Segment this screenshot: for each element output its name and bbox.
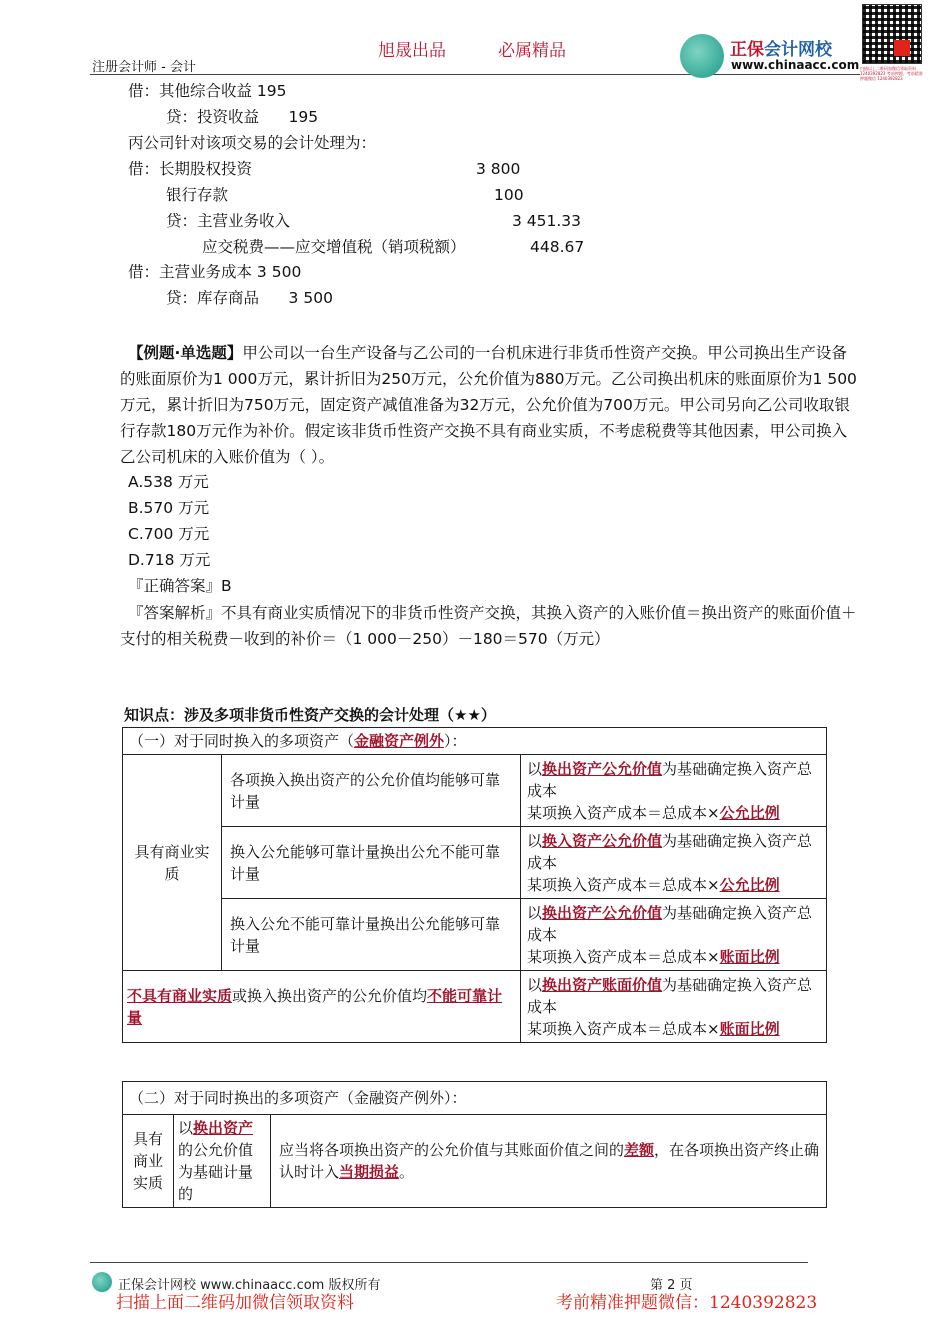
option-a: A.538 万元: [128, 473, 209, 491]
header-slogan: [378, 36, 618, 61]
journal-line-1: 借：其他综合收益 195: [128, 82, 287, 100]
knowledge-point-title: 知识点：涉及多项非货币性资产交换的会计处理（★★）: [124, 706, 496, 724]
question-body: 甲公司以一台生产设备与乙公司的一台机床进行非货币性资产交换。甲公司换出生产设备的账面原价为1 000万元，累计折旧为250万元，公允价值为880万元。乙公司换出机床的账面原价为1 500万元，累计折旧为750万元，固定资产减值准备为32万元，公允价值为700万元。甲公司另向乙公司收取银行存款180万元作为补价。假定该非货币性资产交换不具有商业实质，不考虑税费等其他因素，甲公司换入乙公司机床的入账价值为（ ）。: [120, 344, 857, 466]
footer-copyright: 正保会计网校 www.chinaacc.com 版权所有: [118, 1278, 381, 1293]
table-multiple-assets-given: [122, 1081, 827, 1208]
table-row: [123, 755, 827, 827]
table-row: [123, 899, 827, 971]
journal-line-7-account: 应交税费——应交增值税（销项税额）: [202, 238, 466, 256]
table2-group-label: 具有商业实质: [123, 1115, 174, 1208]
desc-mid: ，在各项换出资产终止确认时计入: [279, 1141, 820, 1181]
journal-line-4-amount: 3 800: [476, 160, 521, 178]
brand-url: www.chinaacc.com: [731, 58, 860, 72]
qr-badge-icon: [894, 40, 910, 56]
journal-line-9: 贷：库存商品 3 500: [166, 289, 333, 307]
option-c: C.700 万元: [128, 525, 210, 543]
answer-analysis: 『答案解析』不具有商业实质情况下的非货币性资产交换，其换入资产的入账价值＝换出资产的账面价值＋支付的相关税费－收到的补价＝（1 000－250）－180＝570（万元）: [120, 604, 857, 648]
brand-name: [730, 35, 832, 60]
cond4-highlight-1: 不具有商业实质: [127, 986, 233, 1005]
table1-cond-2: 换入公允能够可靠计量换出公允不能可靠计量: [222, 827, 521, 899]
table1-cond-4: [123, 971, 521, 1043]
rule1-pre: 以: [527, 759, 543, 778]
rule3-ratio: 账面比例: [719, 947, 780, 966]
table-row: [123, 827, 827, 899]
rule1-ratio: 公允比例: [719, 803, 780, 822]
rule4-pre: 以: [527, 975, 543, 994]
rule4-ratio: 账面比例: [719, 1019, 780, 1038]
desc-pre: 应当将各项换出资产的公允价值与其账面价值之间的: [279, 1141, 625, 1159]
footer-divider: [90, 1262, 808, 1263]
table-row: [123, 971, 827, 1043]
header-divider: [90, 74, 860, 75]
table1-group-label: 具有商业实质: [123, 755, 222, 971]
header-subject: 注册会计师 - 会计: [92, 60, 196, 75]
table1-cond-1: 各项换入换出资产的公允价值均能够可靠计量: [222, 755, 521, 827]
slogan-right: 必属精品: [498, 41, 566, 61]
table1-header-post: ）：: [444, 732, 467, 750]
answer-analysis-block: [120, 600, 860, 652]
option-d: D.718 万元: [128, 551, 211, 569]
qr-caption: 扫描以上二维码加微信领取资料 1240392823 考前押题，考前精准押题微信 1240392823: [860, 66, 923, 81]
journal-line-2: 贷：投资收益 195: [166, 108, 319, 126]
rule2-formula: 某项换入资产成本＝总成本×: [527, 875, 720, 894]
footer-promo-left: 扫描上面二维码加微信领取资料: [116, 1293, 354, 1313]
table1-cond-3: 换入公允不能可靠计量换出公允能够可靠计量: [222, 899, 521, 971]
correct-answer: 『正确答案』B: [128, 577, 232, 595]
slogan-left: 旭晟出品: [378, 41, 446, 61]
rule3-formula: 某项换入资产成本＝总成本×: [527, 947, 720, 966]
journal-line-3: 丙公司针对该项交易的会计处理为：: [128, 134, 377, 152]
qr-code-icon: [862, 4, 922, 64]
rule3-basis: 换出资产公允价值: [542, 903, 663, 922]
table2-description: [271, 1115, 827, 1208]
rule1-basis: 换出资产公允价值: [542, 759, 663, 778]
table1-rule-3: [521, 899, 827, 971]
table1-rule-4: [521, 971, 827, 1043]
table-multiple-assets-received: [122, 727, 827, 1043]
journal-line-7-amount: 448.67: [530, 238, 585, 256]
footer-page-number: 第 2 页: [650, 1278, 693, 1293]
brand-logo-icon: [680, 34, 724, 78]
table2-basis: [174, 1115, 271, 1208]
option-b: B.570 万元: [128, 499, 210, 517]
footer-logo-icon: [92, 1272, 112, 1292]
table-row: [123, 1082, 827, 1115]
basis-post: 的公允价值为基础计量的: [178, 1141, 254, 1203]
cond4-highlight-2: 不能可靠计量: [127, 986, 503, 1027]
table-row: [123, 728, 827, 755]
rule3-pre: 以: [527, 903, 543, 922]
cond4-mid: 或换入换出资产的公允价值均: [232, 986, 428, 1005]
question-tag: 【例题·单选题】: [128, 344, 243, 362]
rule2-ratio: 公允比例: [719, 875, 780, 894]
rule4-mid: 为基础确定换入资产总成本: [527, 975, 813, 1016]
table1-header: [123, 728, 827, 755]
rule1-formula: 某项换入资产成本＝总成本×: [527, 803, 720, 822]
table1-header-pre: （一）对于同时换入的多项资产（: [129, 732, 355, 750]
desc-post: 。: [399, 1163, 415, 1181]
journal-line-8: 借：主营业务成本 3 500: [128, 263, 302, 281]
journal-line-5-account: 银行存款: [166, 186, 229, 204]
table1-header-highlight: 金融资产例外: [354, 732, 445, 750]
basis-highlight: 换出资产: [193, 1119, 254, 1137]
rule2-basis: 换入资产公允价值: [542, 831, 663, 850]
brand-name-main: 正保: [730, 40, 764, 60]
rule1-mid: 为基础确定换入资产总成本: [527, 759, 813, 800]
brand-name-school: 会计网校: [764, 40, 832, 60]
table1-rule-1: [521, 755, 827, 827]
footer-promo-right: 考前精准押题微信：1240392823: [556, 1293, 818, 1313]
rule3-mid: 为基础确定换入资产总成本: [527, 903, 813, 944]
desc-highlight-1: 差额: [624, 1141, 655, 1159]
question-block: [120, 340, 860, 470]
rule2-pre: 以: [527, 831, 543, 850]
basis-pre: 以: [178, 1119, 194, 1137]
rule4-basis: 换出资产账面价值: [542, 975, 663, 994]
journal-line-4-account: 借：长期股权投资: [128, 160, 253, 178]
desc-highlight-2: 当期损益: [339, 1163, 400, 1181]
rule2-mid: 为基础确定换入资产总成本: [527, 831, 813, 872]
journal-line-6-account: 贷：主营业务收入: [166, 212, 291, 230]
table1-rule-2: [521, 827, 827, 899]
table2-header: （二）对于同时换出的多项资产（金融资产例外）：: [123, 1082, 827, 1115]
journal-line-5-amount: 100: [494, 186, 524, 204]
journal-line-6-amount: 3 451.33: [512, 212, 582, 230]
rule4-formula: 某项换入资产成本＝总成本×: [527, 1019, 720, 1038]
table-row: [123, 1115, 827, 1208]
